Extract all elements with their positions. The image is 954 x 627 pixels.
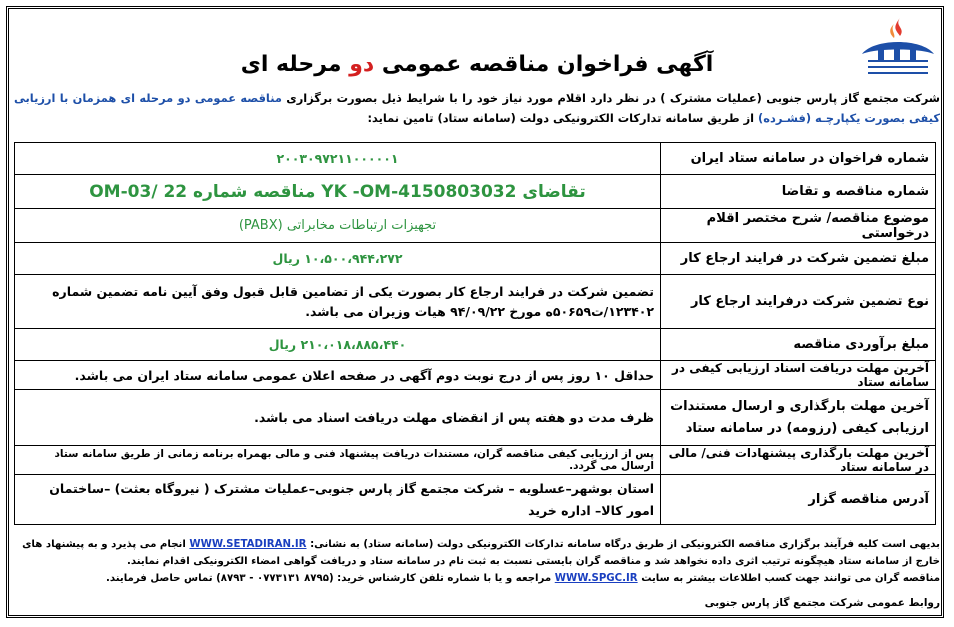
intro-part1: شرکت مجتمع گاز پارس جنوبی (عملیات مشترک ) در نظر دارد اقلام مورد نیاز خود را با شرایط ذیل بصورت برگزاری [286, 91, 940, 105]
footer-text: مناقصه گران می توانند جهت کسب اطلاعات بیشتر به سایت [641, 573, 940, 584]
guarantee-amount-value: ۱۰،۵۰۰،۹۴۴،۲۷۲ ریال [15, 243, 661, 275]
intro-part2: از طریق سامانه تدارکات الکترونیکی دولت (سامانه ستاد) تامین نماید: [367, 111, 755, 125]
table-row [15, 361, 936, 390]
tender-details-table [14, 142, 936, 525]
guarantee-type-value: تضمین شرکت در فرایند ارجاع کار بصورت یکی از تضامین قابل قبول وفق آیین نامه تضمین شماره ۱۲۳۴۰۲/ت۵۰۶۵۹ه مورخ ۹۴/۰۹/۲۲ هیات وزیران می باشد. [15, 275, 661, 329]
resume-deadline-value: ظرف مدت دو هفته پس از انقضای مهلت دریافت اسناد می باشد. [15, 390, 661, 446]
spgc-link[interactable]: WWW.SPGC.IR [554, 573, 638, 584]
table-row [15, 175, 936, 209]
table-row [15, 329, 936, 361]
row-label: شماره مناقصه و تقاضا [661, 175, 936, 209]
table-row [15, 143, 936, 175]
notice-title [150, 52, 804, 77]
row-label: موضوع مناقصه/ شرح مختصر اقلام درخواستی [661, 209, 936, 243]
title-part2: مرحله ای [240, 52, 342, 77]
address-value: استان بوشهر–عسلویه – شرکت مجتمع گاز پارس جنوبی–عملیات مشترک ( نیروگاه بعثت) –ساختمان امور کالا– اداره خرید [15, 475, 661, 525]
intro-paragraph [14, 88, 940, 128]
row-label: آدرس مناقصه گزار [661, 475, 936, 525]
row-label: آخرین مهلت بارگذاری و ارسال مستندات ارزیابی کیفی (رزومه) در سامانه ستاد [661, 390, 936, 446]
company-logo [854, 14, 942, 80]
call-number-value: ۲۰۰۳۰۹۷۲۱۱۰۰۰۰۰۱ [15, 143, 661, 175]
signature: روابط عمومی شرکت مجتمع گاز پارس جنوبی [704, 597, 940, 609]
proposal-deadline-value: پس از ارزیابی کیفی مناقصه گران، مستندات دریافت پیشنهاد فنی و مالی بهمراه برنامه زمانی از طریق سامانه ستاد ارسال می گردد. [15, 446, 661, 475]
row-label: آخرین مهلت دریافت اسناد ارزیابی کیفی در سامانه ستاد [661, 361, 936, 390]
docs-deadline-value: حداقل ۱۰ روز پس از درج نوبت دوم آگهی در صفحه اعلان عمومی سامانه ستاد ایران می باشد. [15, 361, 661, 390]
subject-value: تجهیزات ارتباطات مخابراتی (PABX) [15, 209, 661, 243]
row-label: مبلغ برآوردی مناقصه [661, 329, 936, 361]
row-label: مبلغ تضمین شرکت در فرایند ارجاع کار [661, 243, 936, 275]
title-part1: آگهی فراخوان مناقصه عمومی [381, 52, 714, 77]
estimate-value: ۲۱۰،۰۱۸،۸۸۵،۴۴۰ ریال [15, 329, 661, 361]
tender-number-value: تقاضای 4150803032-YK -OM مناقصه شماره 22 /OM-03 [15, 175, 661, 209]
table-row [15, 243, 936, 275]
row-label: نوع تضمین شرکت درفرایند ارجاع کار [661, 275, 936, 329]
row-label: آخرین مهلت بارگذاری پیشنهادات فنی/ مالی در سامانه ستاد [661, 446, 936, 475]
table-row [15, 390, 936, 446]
setadiran-link[interactable]: WWW.SETADIRAN.IR [189, 539, 307, 550]
table-row [15, 475, 936, 525]
footer-text: مراجعه و یا با شماره تلفن کارشناس خرید: (۸۷۹۵ ۰۷۷۳۱۳۱ - ۸۷۹۳) تماس حاصل فرمایند. [105, 573, 552, 584]
table-row [15, 446, 936, 475]
table-row [15, 209, 936, 243]
footer-text: انجام می پذیرد و به پیشنهاد های خارج از سامانه ستاد هیچگونه ترتیب اثری داده نخواهد شد و مناقصه گران بایستی نسبت به ثبت نام در سامانه ستاد و دریافت گواهی امضاء الکترونیکی اقدام نمایند. [22, 539, 940, 567]
title-accent: دو [349, 52, 375, 77]
row-label: شماره فراخوان در سامانه ستاد ایران [661, 143, 936, 175]
footer-text: بدیهی است کلیه فرآیند برگزاری مناقصه الکترونیکی از طریق درگاه سامانه تدارکات الکترونیکی دولت (سامانه ستاد) به نشانی: [310, 539, 940, 550]
intro-highlight: مناقصه عمومی دو مرحله ای همزمان با ارزیابی کیفی بصورت یکپارچـه (فشـرده) [14, 91, 940, 125]
footer-notes [14, 536, 940, 587]
table-row [15, 275, 936, 329]
